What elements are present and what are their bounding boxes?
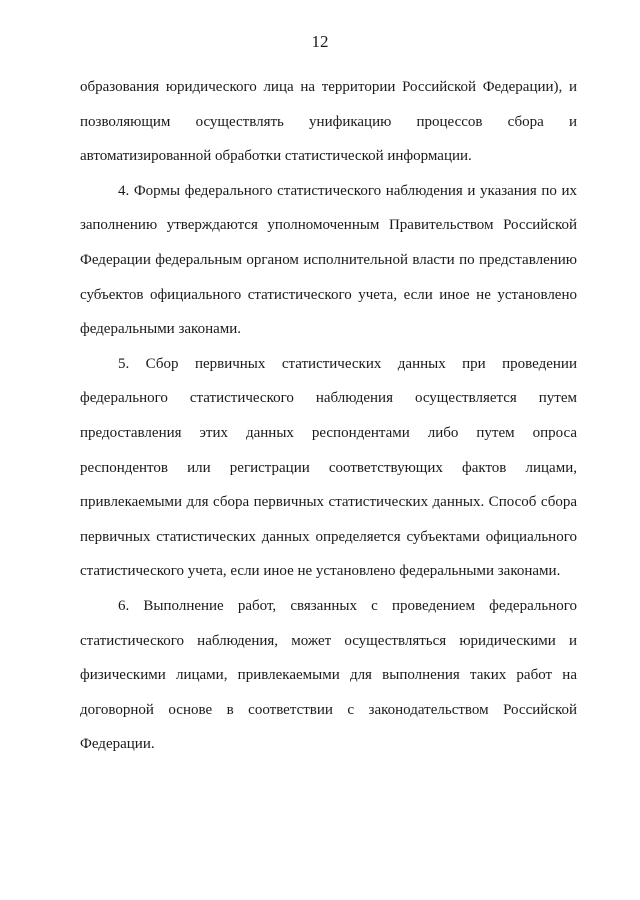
page-number: 12 bbox=[311, 32, 329, 51]
paragraph-continuation: образования юридического лица на территории Российской Федерации), и позволяющим осуществлять унификацию процессов сбора и автоматизированной обработки статистической информации. bbox=[80, 79, 577, 165]
paragraph-item-6: 6. Выполнение работ, связанных с проведением федерального статистического наблюдения, может осуществляться юридическими и физическими лицами, привлекаемыми для выполнения таких работ на договорной основе в соответствии с законодательством Российской Федерации. bbox=[80, 597, 577, 753]
paragraph-item-5: 5. Сбор первичных статистических данных при проведении федерального статистического наблюдения осуществляется путем предоставления этих данных респондентами либо путем опроса респондентов или регистрации соответствующих фактов лицами, привлекаемыми для сбора первичных статистических данных. Способ сбора первичных статистических данных определяется субъектами официального статистического учета, если иное не установлено федеральными законами. bbox=[80, 355, 577, 580]
paragraph-item-4: 4. Формы федерального статистического наблюдения и указания по их заполнению утверждаются уполномоченным Правительством Российской Федерации федеральным органом исполнительной власти по представлению субъектов официального статистического учета, если иное не установлено федеральными законами. bbox=[80, 182, 577, 338]
document-body bbox=[80, 70, 577, 762]
